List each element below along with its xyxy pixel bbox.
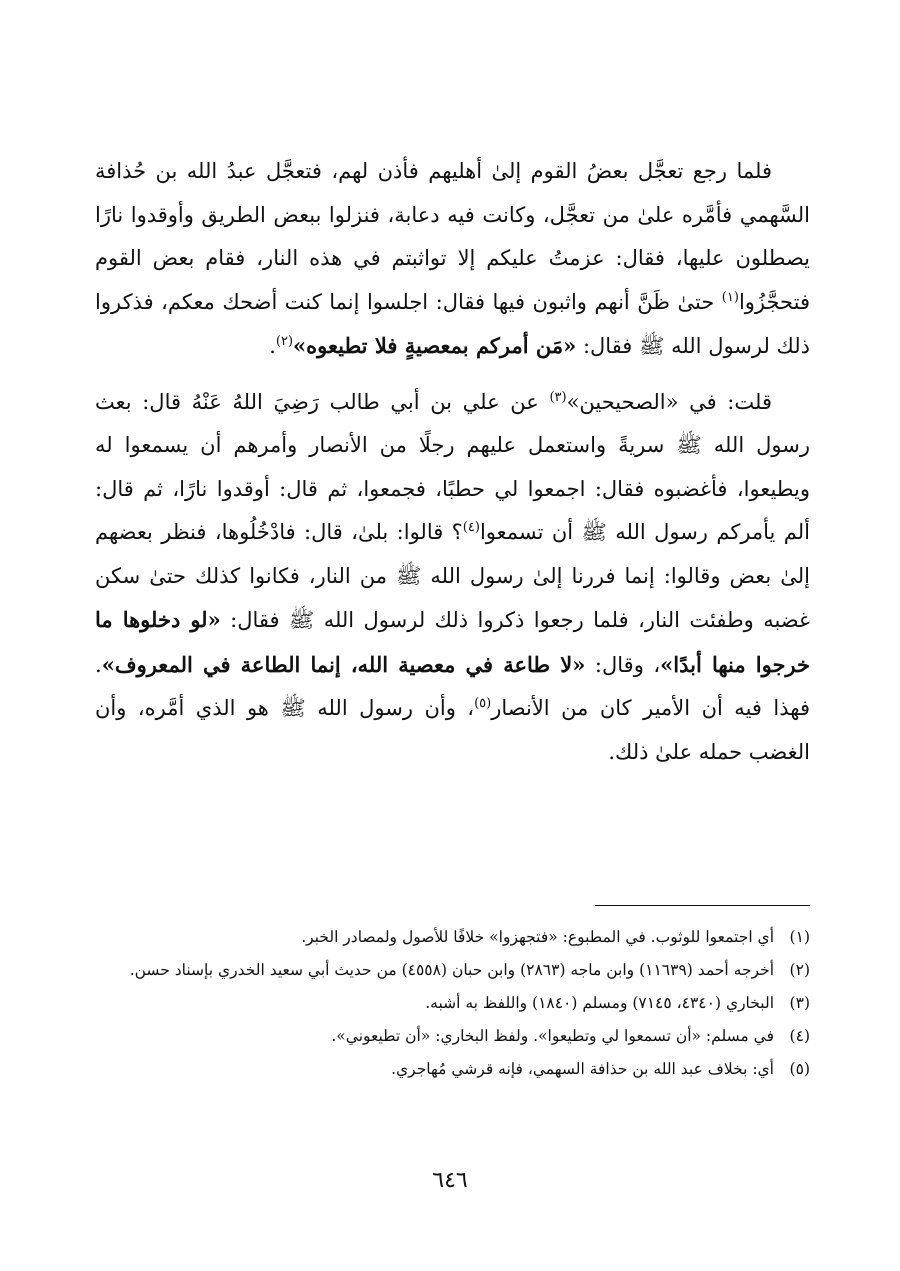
footnote-text: في مسلم: «أن تسمعوا لي وتطيعوا». ولفظ البخاري: «أن تطيعوني».	[331, 1027, 774, 1045]
footnote-5	[95, 1054, 810, 1084]
paragraph-1-text-3: .	[269, 334, 276, 358]
page-number: ٦٤٦	[432, 1168, 468, 1193]
paragraph-2-text-6: ، وأن رسول الله ﷺ هو الذي أمَّره، وأن الغضب حمله علىٰ ذلك.	[95, 696, 810, 764]
paragraph-2-text-5: . فهذا فيه أن الأمير كان من الأنصار	[95, 652, 810, 720]
paragraph-1-hadith-quote: «مَن أمركم بمعصيةٍ فلا تطيعوه»	[293, 333, 577, 358]
footnote-ref-2: (٢)	[275, 334, 294, 349]
footnote-number: (٤)	[789, 1027, 810, 1045]
footnote-number: (٣)	[789, 994, 810, 1012]
footnote-text: أي: بخلاف عبد الله بن حذافة السهمي، فإنه قرشي مُهاجري.	[391, 1060, 774, 1078]
footnote-number: (٢)	[789, 961, 810, 979]
paragraph-2	[95, 381, 810, 775]
footnote-ref-3: (٣)	[549, 389, 567, 405]
footnote-number: (١)	[789, 928, 810, 946]
paragraph-2-hadith-quote-2: «لا طاعة في معصية الله، إنما الطاعة في المعروف»	[101, 651, 586, 677]
footnote-ref-5: (٥)	[474, 696, 492, 711]
footnotes	[95, 922, 810, 1087]
main-text	[95, 150, 810, 774]
footnote-4	[95, 1021, 810, 1051]
paragraph-1-text-2: حتىٰ ظَنَّ أنهم واثبون فيها فقال: اجلسوا إنما كنت أضحك معكم، فذكروا ذلك لرسول الله ﷺ فقال:	[95, 289, 810, 358]
paragraph-1-text-1: فلما رجع تعجَّل بعضُ القوم إلىٰ أهليهم فأذن لهم، فتعجَّل عبدُ الله بن حُذافة السَّهمي فأمَّره علىٰ من تعجَّل، وكانت فيه دعابة، فنزلوا ببعض الطريق وأوقدوا نارًا يصطلون عليها، فقال: عزمتُ عليكم إلا تواثبتم في هذه النار، فقام بعض القوم فتحجَّزُوا	[95, 159, 810, 314]
footnote-number: (٥)	[789, 1060, 810, 1078]
footnote-divider	[595, 905, 810, 906]
paragraph-2-text-3: ؟ قالوا: بلىٰ، قال: فادْخُلُوها، فنظر بعضهم إلىٰ بعض وقالوا: إنما فررنا إلىٰ رسول الله ﷺ من النار، فكانوا كذلك حتىٰ سكن غضبه وطفئت النار، فلما رجعوا ذكروا ذلك لرسول الله ﷺ فقال:	[95, 520, 811, 632]
footnote-ref-1: (١)	[721, 289, 739, 305]
paragraph-2-text-2: عن علي بن أبي طالب رَضِيَ اللهُ عَنْهُ قال: بعث رسول الله ﷺ سريةً واستعمل عليهم رجلًا من الأنصار وأمرهم أن يسمعوا له ويطيعوا، فأغضبوه فقال: اجمعوا لي حطبًا، فجمعوا، ثم قال: أوقدوا نارًا، ثم قال: ألم يأمركم رسول الله ﷺ أن تسمعوا	[95, 389, 810, 544]
paragraph-1	[95, 150, 810, 369]
footnote-3	[95, 988, 810, 1018]
paragraph-2-hadith-quote-1: «لو دخلوها ما خرجوا منها أبدًا»	[95, 607, 811, 677]
footnote-1	[95, 922, 810, 952]
paragraph-2-text-1: قلت: في «الصحيحين»	[566, 389, 772, 414]
footnote-text: أخرجه أحمد (١١٦٣٩) وابن ماجه (٢٨٦٣) وابن حبان (٤٥٥٨) من حديث أبي سعيد الخدري بإسناد حسن.	[129, 961, 774, 979]
paragraph-2-text-4: ، وقال:	[585, 652, 661, 677]
footnote-ref-4: (٤)	[462, 520, 480, 535]
footnote-text: أي اجتمعوا للوثوب. في المطبوع: «فتجهزوا» خلافًا للأصول ولمصادر الخبر.	[301, 928, 774, 946]
footnote-2	[95, 955, 810, 985]
footnote-text: البخاري (٤٣٤٠، ٧١٤٥) ومسلم (١٨٤٠) واللفظ به أشبه.	[425, 994, 774, 1012]
